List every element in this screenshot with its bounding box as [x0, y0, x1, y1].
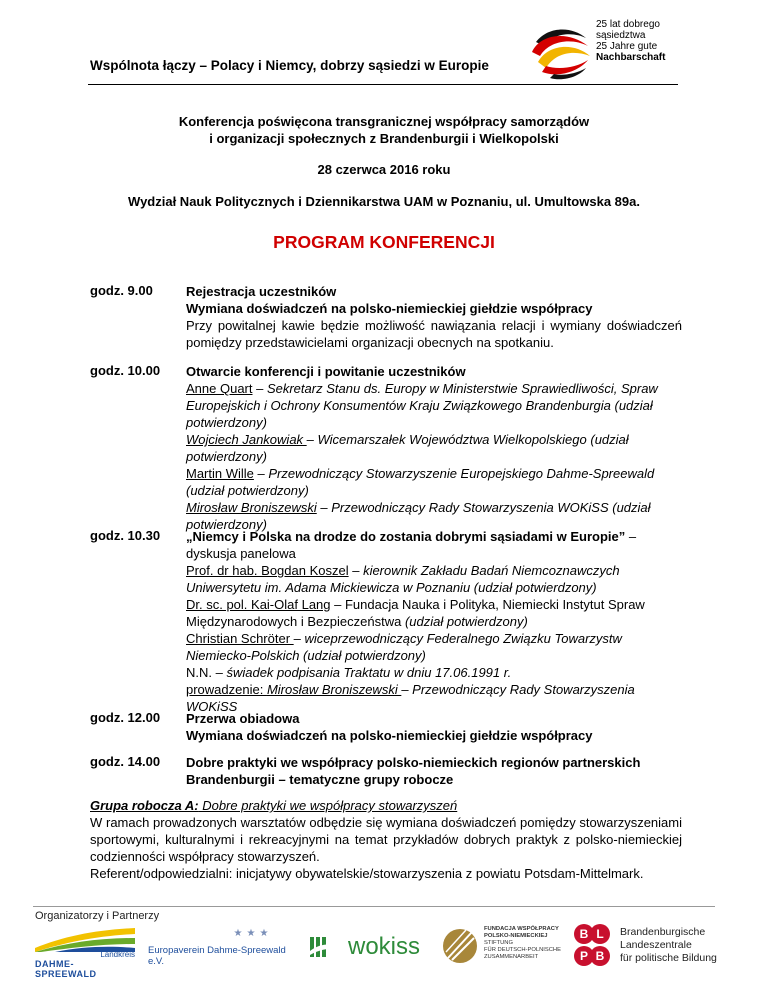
session-time: godz. 10.00 [90, 363, 161, 378]
speaker [186, 664, 682, 681]
session-time: godz. 12.00 [90, 710, 161, 725]
speaker-role: – Sekretarz Stanu ds. Europy w Ministerstwie Sprawiedliwości, Spraw Europejskich i Ochrony Konsumentów Kraju Związkowego Brandenburgia (udział potwierdzony) [186, 381, 658, 430]
badge-line: 25 lat dobrego [596, 19, 660, 30]
blpb-mark-icon [573, 922, 611, 970]
speaker [186, 630, 682, 664]
wokiss-logo [310, 930, 420, 964]
speaker-role: – Wicemarszałek Województwa Wielkopolskiego (udział potwierdzony) [186, 432, 629, 464]
blpb-line: Landeszentrale [620, 939, 692, 951]
conference-date: 28 czerwca 2016 roku [317, 162, 451, 177]
fundacja-line: POLSKO-NIEMIECKIEJ [484, 933, 548, 939]
speaker-name: N.N. – [186, 665, 227, 680]
speaker-name: Dr. sc. pol. Kai-Olaf Lang [186, 597, 331, 612]
conference-title-line: i organizacji społecznych z Brandenburgii i Wielkopolski [209, 131, 559, 146]
anniversary-logo-text [596, 19, 665, 63]
footer-label: Organizatorzy i Partnerzy [35, 910, 160, 922]
session-registration [186, 283, 682, 351]
speaker [186, 380, 682, 431]
session-subtitle: dyskusja panelowa [186, 546, 296, 561]
speaker-role: – Przewodniczący Stowarzyszenie Europejskiego Dahme-Spreewald (udział potwierdzony) [186, 466, 655, 498]
speaker-role: – Przewodniczący Rady Stowarzyszenia WOKiSS (udział potwierdzony) [186, 500, 651, 532]
session-title: Otwarcie konferencji i powitanie uczestników [186, 364, 466, 379]
blpb-logo-text [620, 926, 717, 965]
conference-title-line: Konferencja poświęcona transgranicznej współpracy samorządów [178, 114, 590, 129]
moderator-label: prowadzenie: [186, 682, 267, 697]
session-workgroups: Dobre praktyki we współpracy polsko-niemieckich regionów partnerskich Brandenburgii – tematyczne grupy robocze [186, 755, 641, 787]
session-title: Wymiana doświadczeń na polsko-niemieckiej giełdzie współpracy [186, 301, 593, 316]
moderator-name: Mirosław Broniszewski [266, 682, 402, 697]
blpb-line: für politische Bildung [620, 952, 717, 964]
speaker-name: Mirosław Broniszewski [186, 500, 317, 515]
wokiss-bars-icon [310, 933, 346, 961]
fundacja-line: STIFTUNG [484, 940, 513, 946]
footer-divider [33, 906, 715, 907]
fundacja-line: FUNDACJA WSPÓŁPRACY [484, 926, 559, 932]
session-time: godz. 14.00 [90, 754, 161, 769]
session-panel [186, 528, 682, 715]
eu-stars-icon: ★★★ [233, 928, 273, 939]
header-divider [88, 84, 678, 85]
fundacja-line: FÜR DEUTSCH-POLNISCHE [484, 947, 561, 953]
speaker-role: – wiceprzewodniczący Federalnego Związku Towarzystw Niemiecko-Polskich (udział potwierdzony) [186, 631, 622, 663]
panel-dash: – [625, 529, 637, 544]
badge-line: sąsiedztwa [596, 30, 646, 41]
workgroup-a [90, 797, 682, 882]
speaker-role: świadek podpisania Traktatu w dniu 17.06.1991 r. [226, 665, 512, 680]
session-time: godz. 10.30 [90, 528, 161, 543]
speaker [186, 596, 682, 630]
fundacja-line: ZUSAMMENARBEIT [484, 954, 539, 960]
session-title: Przerwa obiadowa [186, 711, 300, 726]
wokiss-name: wokiss [348, 933, 421, 960]
speaker-name: Martin Wille [186, 466, 254, 481]
session-opening [186, 363, 682, 533]
landkreis-small: Landkreis [100, 950, 135, 959]
speaker [186, 562, 682, 596]
speaker [186, 465, 682, 499]
workgroup-label: Grupa robocza A: [90, 798, 199, 813]
speaker-role: – Fundacja Nauka i Polityka, Niemiecki Instytut Spraw Międzynarodowych i Bezpieczeństwa [186, 597, 645, 629]
europaverein-logo [148, 928, 298, 968]
speaker-role: – kierownik Zakładu Badań Niemcoznawczych Uniwersytetu im. Adama Mickiewicza w Poznaniu (udział potwierdzony) [186, 563, 620, 595]
badge-line: Nachbarschaft [596, 52, 666, 63]
svg-text:L: L [596, 927, 604, 941]
speaker [186, 431, 682, 465]
workgroup-title: Dobre praktyki we współpracy stowarzyszeń [198, 798, 458, 813]
header-title: Wspólnota łączy – Polacy i Niemcy, dobrzy sąsiedzi w Europie [90, 58, 489, 73]
session-lunch [186, 710, 682, 744]
fundacja-mark-icon [442, 924, 478, 968]
svg-text:B: B [595, 949, 605, 963]
workgroup-referent: Referent/odpowiedzialni: inicjatywy obywatelskie/stowarzyszenia z powiatu Potsdam-Mittelmark. [90, 866, 644, 881]
panel-title: „Niemcy i Polska na drodze do zostania dobrymi sąsiadami w Europie” [186, 529, 626, 544]
speaker-name: Prof. dr hab. Bogdan Koszel [186, 563, 349, 578]
session-time: godz. 9.00 [90, 283, 153, 298]
session-title [186, 528, 682, 545]
workgroup-heading [90, 797, 682, 814]
speaker-name: Christian Schröter [186, 631, 294, 646]
session-title: Wymiana doświadczeń na polsko-niemieckiej giełdzie współpracy [186, 728, 593, 743]
svg-text:B: B [579, 927, 589, 941]
moderator-role: – Przewodniczący Rady Stowarzyszenia WOKiSS [186, 682, 635, 714]
landkreis-logo [35, 926, 135, 979]
speaker-name: Anne Quart [186, 381, 253, 396]
conference-title [0, 113, 768, 147]
landkreis-wave-icon [35, 926, 135, 952]
svg-text:P: P [579, 949, 589, 963]
fundacja-logo-text [484, 926, 561, 961]
anniversary-logo-icon [528, 22, 596, 82]
speaker-name: Wojciech Jankowiak [186, 432, 307, 447]
europaverein-name: Europaverein Dahme-Spreewald e.V. [148, 945, 286, 967]
session-title: Rejestracja uczestników [186, 284, 337, 299]
conference-venue: Wydział Nauk Politycznych i Dziennikarstwa UAM w Poznaniu, ul. Umultowska 89a. [128, 194, 640, 209]
speaker-confirmed: (udział potwierdzony) [404, 614, 528, 629]
program-title: PROGRAM KONFERENCJI [273, 232, 495, 252]
blpb-line: Brandenburgische [620, 926, 706, 938]
badge-line: 25 Jahre gute [596, 41, 658, 52]
workgroup-text: W ramach prowadzonych warsztatów odbędzie się wymiana doświadczeń pomiędzy stowarzyszeniami sportowymi, kulturalnymi i rekreacyjnymi na temat przykładów dobrych praktyk z polsko-niemieckiej codzienności współpracy stowarzyszeń. [90, 815, 682, 864]
session-text: Przy powitalnej kawie będzie możliwość nawiązania relacji i wymiany doświadczeń pomiędzy przedstawicielami organizacji obecnych na spotkaniu. [186, 318, 682, 350]
landkreis-name: DAHME-SPREEWALD [35, 959, 97, 979]
